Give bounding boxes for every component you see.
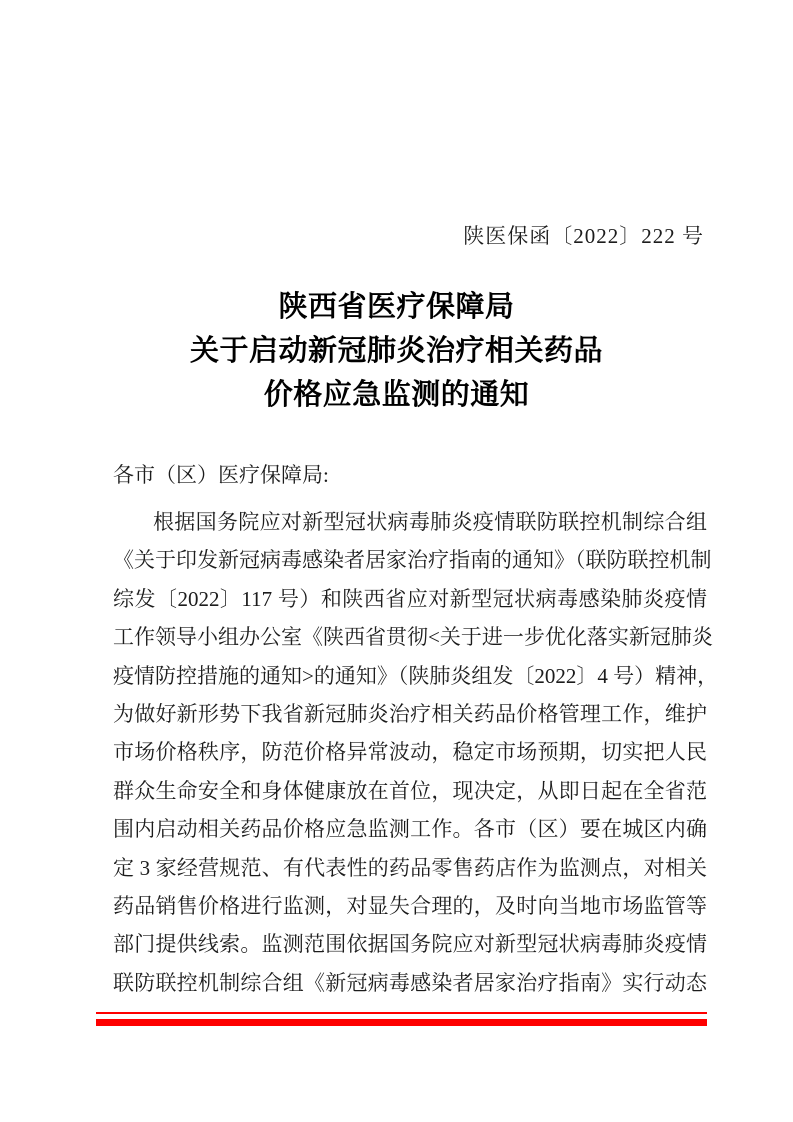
title-line-1: 陕西省医疗保障局 <box>278 291 515 323</box>
body-line: 根据国务院应对新型冠状病毒肺炎疫情联防联控机制综合组 <box>153 510 707 534</box>
doc-number: 陕医保函〔2022〕222 号 <box>463 224 704 248</box>
body-line: 部门提供线索。监测范围依据国务院应对新型冠状病毒肺炎疫情 <box>113 932 707 957</box>
document-title <box>0 285 793 417</box>
salutation: 各市（区）医疗保障局: <box>113 463 329 487</box>
body-line: 围内启动相关药品价格应急监测工作。各市（区）要在城区内确 <box>113 817 707 842</box>
body-line: 《关于印发新冠病毒感染者居家治疗指南的通知》（联防联控机制 <box>113 548 712 573</box>
red-divider <box>96 1012 707 1026</box>
body-line: 综发〔2022〕117 号）和陕西省应对新型冠状病毒感染肺炎疫情 <box>113 586 707 611</box>
body-line: 药品销售价格进行监测，对显失合理的，及时向当地市场监管等 <box>113 893 707 918</box>
title-line-2: 关于启动新冠肺炎治疗相关药品 <box>189 335 603 367</box>
body-paragraph <box>113 503 719 1002</box>
title-line-3: 价格应急监测的通知 <box>263 379 530 411</box>
body-line: 市场价格秩序，防范价格异常波动，稳定市场预期，切实把人民 <box>113 740 707 765</box>
red-divider-thick-line <box>96 1019 707 1026</box>
body-line: 为做好新形势下我省新冠肺炎治疗相关药品价格管理工作，维护 <box>113 701 707 726</box>
body-line: 工作领导小组办公室《陕西省贯彻<关于进一步优化落实新冠肺炎 <box>113 625 713 650</box>
body-line: 定 3 家经营规范、有代表性的药品零售药店作为监测点，对相关 <box>113 855 707 880</box>
body-line: 群众生命安全和身体健康放在首位，现决定，从即日起在全省范 <box>113 778 707 803</box>
body-line: 联防联控机制综合组《新冠病毒感染者居家治疗指南》实行动态 <box>113 970 707 995</box>
body-line: 疫情防控措施的通知>的通知》（陕肺炎组发〔2022〕4 号）精神， <box>113 663 719 688</box>
